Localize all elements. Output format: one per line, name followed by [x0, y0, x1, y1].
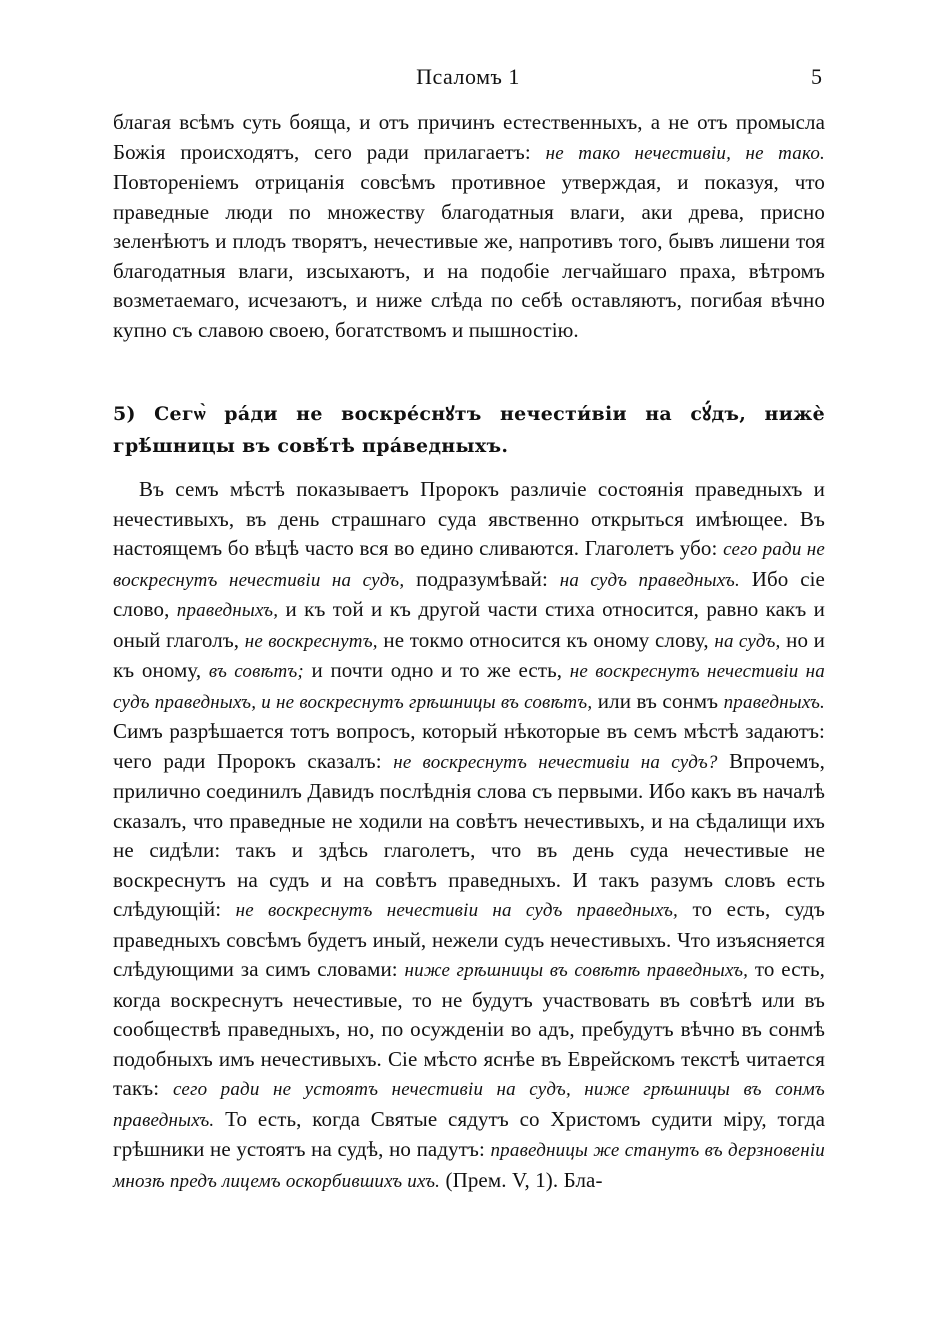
- quote-run: на судъ,: [714, 630, 781, 652]
- text-run: (Прем. V, 1). Бла-: [440, 1167, 603, 1192]
- text-run: и почти одно и то же есть,: [303, 658, 570, 682]
- page-number: 5: [811, 64, 822, 89]
- text-run: Ибо сіе слово,: [113, 566, 825, 621]
- quote-run: не воскреснутъ нечестивіи на судъ праведныхъ, и не воскреснутъ грѣшницы въ совѣтъ,: [113, 661, 826, 713]
- text-run: то есть, судъ праведныхъ совсѣмъ будетъ иный, нежели судъ нечестивыхъ. Что изъясняется слѣдующими за симъ словами:: [113, 897, 825, 981]
- quote-run: праведныхъ,: [176, 600, 279, 621]
- text-run: не токмо относится къ оному слову,: [377, 627, 715, 652]
- commentary-paragraph-2: [113, 475, 825, 1196]
- quote-run: въ совѣтъ;: [208, 661, 304, 682]
- quote-run: не тако нечестивіи, не тако.: [545, 142, 825, 164]
- text-run: но и къ оному,: [113, 627, 825, 682]
- quote-run: не воскреснутъ нечестивіи на судъ праведныхъ,: [235, 900, 679, 921]
- quote-run: не воскреснутъ,: [244, 630, 378, 652]
- text-run: Въ семъ мѣстѣ показываетъ Пророкъ различіе состоянія праведныхъ и нечестивыхъ, въ день страшнаго суда явственно открыться имѣющее. Въ настоящемъ бо вѣцѣ часто вся во едино сливаются. Глаголетъ убо:: [113, 477, 825, 560]
- text-run: и къ той и къ другой части стиха относится, равно какъ и оный глаголъ,: [113, 597, 825, 652]
- quote-run: сего ради не устоятъ нечестивіи на судъ, ниже грѣшницы въ сонмъ праведныхъ.: [113, 1079, 825, 1131]
- quote-run: праведницы же станутъ въ дерзновеніи мнозѣ предъ лицемъ оскорбившихъ ихъ.: [113, 1140, 825, 1192]
- quote-run: праведныхъ.: [723, 691, 825, 713]
- text-run: то есть, когда воскреснутъ нечестивые, то не будутъ участвовать въ совѣтѣ или въ сообществѣ праведныхъ, но, по осужденіи во адъ, пребудутъ вѣчно въ сонмѣ подобныхъ имъ нечестивыхъ. Сіе мѣсто яснѣе въ Еврейскомъ текстѣ читается такъ:: [113, 957, 825, 1100]
- commentary-paragraph-1: [113, 108, 825, 345]
- text-run: Симъ разрѣшается тотъ вопросъ, который нѣкоторые въ семъ мѣстѣ задаютъ: чего ради Пророкъ сказалъ:: [113, 719, 825, 773]
- text-run: или въ сонмъ: [592, 688, 724, 713]
- running-head: [110, 64, 826, 92]
- text-run: Повтореніемъ отрицанія совсѣмъ противное утверждая, и показуя, что праведные люди по множеству благодатныя влаги, аки древа, присно зеленѣютъ и плодъ творятъ, нечестивые же, напротивъ того, бывъ лишени тоя благодатныя влаги, изсыхаютъ, и на подобіе легчайшаго праха, вѣтромъ возметаемаго, исчезаютъ, и ниже слѣда по себѣ оставляютъ, погибая вѣчно купно съ славою своею, богатствомъ и пышностію.: [113, 170, 825, 342]
- quote-run: не воскреснутъ нечестивіи на судъ?: [393, 751, 718, 773]
- text-run: благая всѣмъ суть боящa, и отъ причинъ естественныхъ, а не отъ промысла Божія происходятъ, сего ради прилагаетъ:: [113, 110, 825, 164]
- quote-run: на судъ праведныхъ.: [559, 569, 740, 591]
- quote-run: сего ради не воскреснутъ нечестивіи на судъ,: [113, 539, 825, 591]
- text-run: подразумѣвай:: [404, 566, 560, 591]
- psalm-verse-5: 5) Сегѡ̀ ра́ди не воскре́снꙋтъ нечести́віи на сꙋ́дъ, нижѐ грѣ́шницы въ совѣ́тѣ пра́ведныхъ.: [113, 403, 825, 457]
- running-title: Псаломъ 1: [416, 64, 520, 89]
- text-run: Впрочемъ, прилично соединилъ Давидъ послѣднія слова съ первыми. Ибо какъ въ началѣ сказалъ, что праведные не ходили на совѣтъ нечестивыхъ, и на сѣдалищи ихъ не сидѣли: такъ и здѣсь глаголетъ, что въ день суда нечестивые не воскреснутъ на судъ и на совѣтъ праведныхъ. И такъ разумъ словъ есть слѣдующій:: [113, 748, 825, 921]
- quote-run: ниже грѣшницы въ совѣтѣ праведныхъ,: [404, 960, 749, 981]
- text-run: То есть, когда Святые сядутъ со Христомъ судити міру, тогда грѣшники не устоятъ на судѣ, но падутъ:: [113, 1106, 825, 1161]
